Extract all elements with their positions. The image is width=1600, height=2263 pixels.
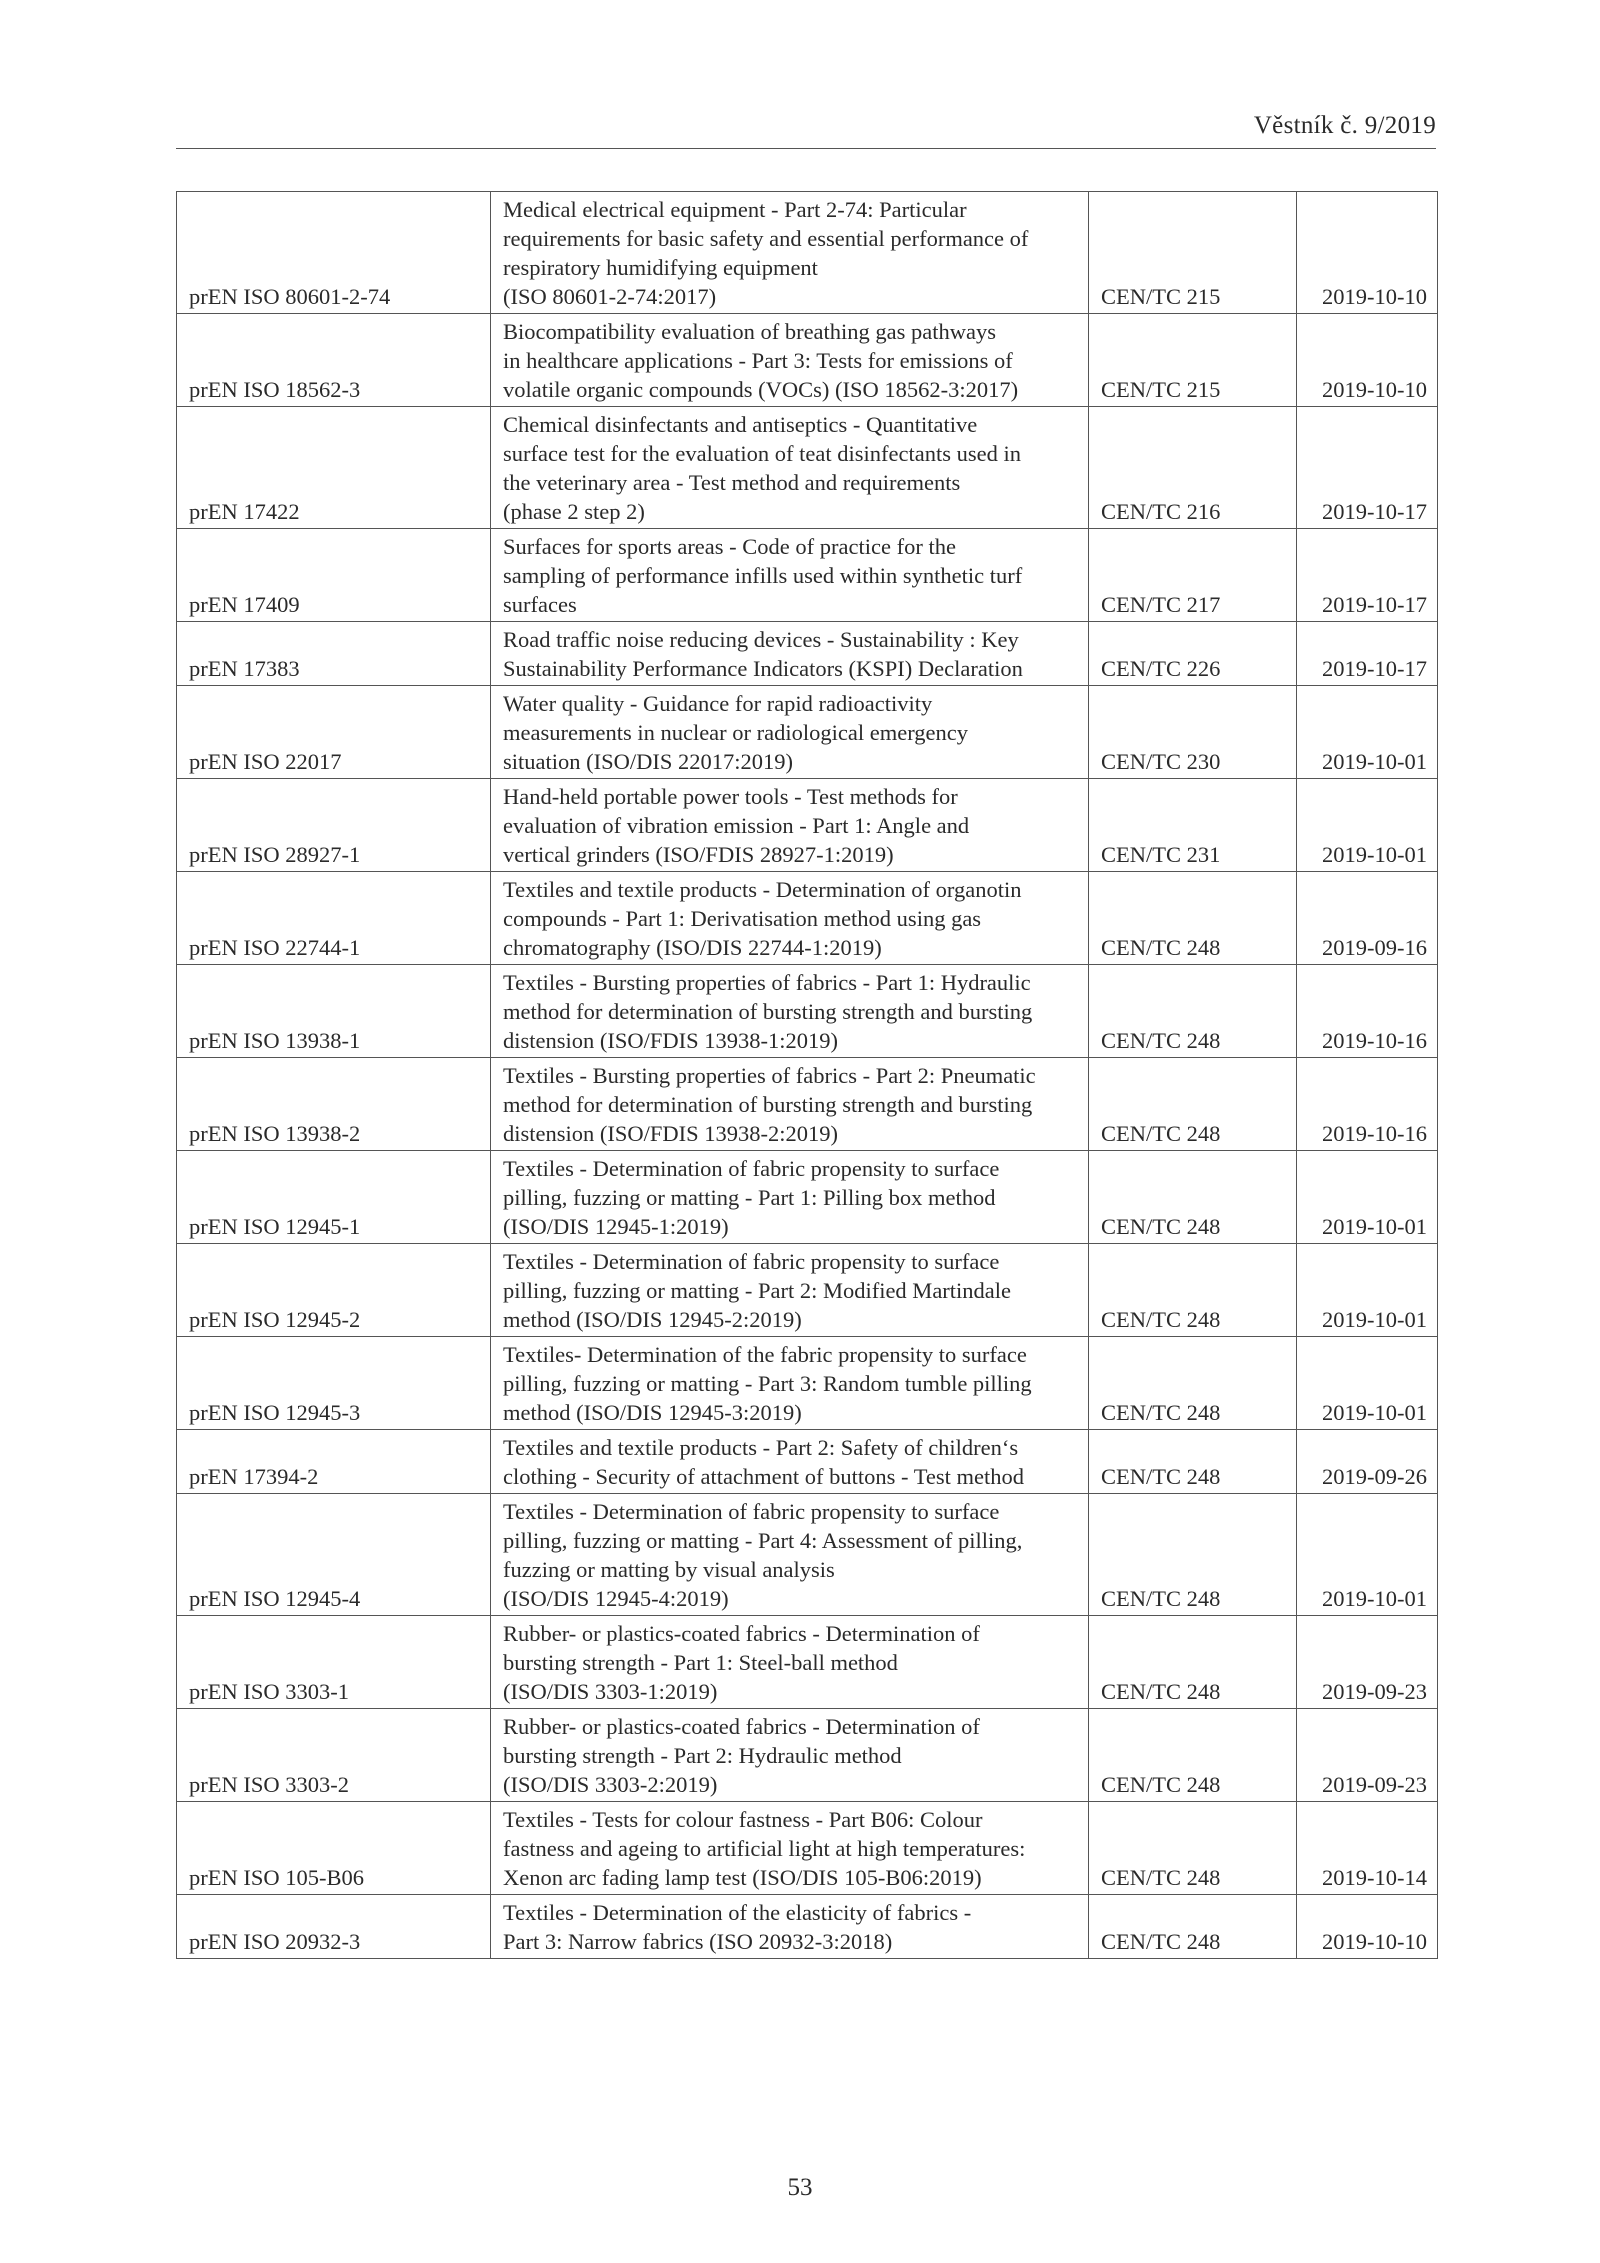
standard-title <box>491 1895 1089 1959</box>
standard-title-line: Textiles - Bursting properties of fabrics - Part 2: Pneumatic <box>503 1063 1036 1088</box>
standard-title-line: (ISO/DIS 12945-4:2019) <box>503 1586 729 1611</box>
standard-title-line: Biocompatibility evaluation of breathing gas pathways <box>503 319 997 344</box>
standard-title-line: (ISO/DIS 12945-1:2019) <box>503 1214 729 1239</box>
standard-title-line: method (ISO/DIS 12945-3:2019) <box>503 1400 802 1425</box>
table-row <box>177 407 1438 529</box>
standard-title-line: measurements in nuclear or radiological emergency <box>503 720 969 745</box>
standard-title-line: Textiles - Determination of the elasticity of fabrics - <box>503 1900 972 1925</box>
deadline-date: 2019-10-17 <box>1297 407 1438 529</box>
standard-title-line: distension (ISO/FDIS 13938-2:2019) <box>503 1121 839 1146</box>
technical-committee: CEN/TC 231 <box>1089 779 1297 872</box>
standard-title-line: Chemical disinfectants and antiseptics - Quantitative <box>503 412 978 437</box>
deadline-date: 2019-10-10 <box>1297 314 1438 407</box>
standard-title <box>491 1337 1089 1430</box>
standard-title-line: Medical electrical equipment - Part 2-74: Particular <box>503 197 967 222</box>
standard-title-line: Textiles - Determination of fabric propensity to surface <box>503 1499 1000 1524</box>
technical-committee: CEN/TC 215 <box>1089 192 1297 314</box>
standard-title <box>491 192 1089 314</box>
standards-table <box>176 191 1438 1959</box>
standard-number: prEN ISO 13938-2 <box>177 1058 491 1151</box>
standard-title-line: Part 3: Narrow fabrics (ISO 20932-3:2018) <box>503 1929 893 1954</box>
table-row <box>177 1616 1438 1709</box>
standard-title-line: compounds - Part 1: Derivatisation method using gas <box>503 906 982 931</box>
technical-committee: CEN/TC 226 <box>1089 622 1297 686</box>
standard-number: prEN ISO 12945-4 <box>177 1494 491 1616</box>
table-row <box>177 622 1438 686</box>
deadline-date: 2019-10-10 <box>1297 1895 1438 1959</box>
standard-title-line: Hand-held portable power tools - Test methods for <box>503 784 958 809</box>
standard-title-line: Surfaces for sports areas - Code of practice for the <box>503 534 956 559</box>
deadline-date: 2019-10-14 <box>1297 1802 1438 1895</box>
deadline-date: 2019-09-23 <box>1297 1709 1438 1802</box>
table-row <box>177 1337 1438 1430</box>
standard-number: prEN ISO 12945-2 <box>177 1244 491 1337</box>
technical-committee: CEN/TC 248 <box>1089 1244 1297 1337</box>
page-header <box>176 112 1436 149</box>
deadline-date: 2019-10-01 <box>1297 686 1438 779</box>
standard-title-line: pilling, fuzzing or matting - Part 2: Modified Martindale <box>503 1278 1012 1303</box>
deadline-date: 2019-10-17 <box>1297 529 1438 622</box>
table-row <box>177 1494 1438 1616</box>
deadline-date: 2019-10-16 <box>1297 965 1438 1058</box>
deadline-date: 2019-10-01 <box>1297 1494 1438 1616</box>
table-row <box>177 686 1438 779</box>
deadline-date: 2019-10-01 <box>1297 779 1438 872</box>
standard-number: prEN 17422 <box>177 407 491 529</box>
standard-title-line: evaluation of vibration emission - Part 1: Angle and <box>503 813 970 838</box>
standard-number: prEN ISO 105-B06 <box>177 1802 491 1895</box>
deadline-date: 2019-10-01 <box>1297 1337 1438 1430</box>
page-number: 53 <box>787 2174 813 2201</box>
technical-committee: CEN/TC 248 <box>1089 1337 1297 1430</box>
standard-title-line: fastness and ageing to artificial light at high temperatures: <box>503 1836 1026 1861</box>
standard-title-line: Textiles- Determination of the fabric propensity to surface <box>503 1342 1027 1367</box>
standard-number: prEN ISO 28927-1 <box>177 779 491 872</box>
standard-title-line: distension (ISO/FDIS 13938-1:2019) <box>503 1028 839 1053</box>
deadline-date: 2019-10-17 <box>1297 622 1438 686</box>
standard-title-line: bursting strength - Part 1: Steel-ball method <box>503 1650 898 1675</box>
deadline-date: 2019-10-10 <box>1297 192 1438 314</box>
standard-title-line: pilling, fuzzing or matting - Part 3: Random tumble pilling <box>503 1371 1032 1396</box>
standard-title <box>491 314 1089 407</box>
standard-title <box>491 1802 1089 1895</box>
table-row <box>177 1244 1438 1337</box>
standard-title-line: situation (ISO/DIS 22017:2019) <box>503 749 793 774</box>
standard-title-line: in healthcare applications - Part 3: Tests for emissions of <box>503 348 1013 373</box>
standard-title-line: Textiles - Bursting properties of fabrics - Part 1: Hydraulic <box>503 970 1031 995</box>
standard-title <box>491 779 1089 872</box>
standard-title-line: Xenon arc fading lamp test (ISO/DIS 105-B06:2019) <box>503 1865 982 1890</box>
table-row <box>177 1709 1438 1802</box>
standard-title-line: Textiles - Determination of fabric propensity to surface <box>503 1249 1000 1274</box>
table-row <box>177 1058 1438 1151</box>
technical-committee: CEN/TC 248 <box>1089 872 1297 965</box>
technical-committee: CEN/TC 248 <box>1089 1895 1297 1959</box>
standard-number: prEN ISO 3303-1 <box>177 1616 491 1709</box>
standard-title-line: requirements for basic safety and essential performance of <box>503 226 1029 251</box>
standard-title <box>491 1151 1089 1244</box>
standard-title <box>491 1494 1089 1616</box>
technical-committee: CEN/TC 216 <box>1089 407 1297 529</box>
standard-number: prEN ISO 20932-3 <box>177 1895 491 1959</box>
standard-number: prEN ISO 3303-2 <box>177 1709 491 1802</box>
deadline-date: 2019-10-01 <box>1297 1151 1438 1244</box>
technical-committee: CEN/TC 248 <box>1089 1802 1297 1895</box>
standard-title-line: (ISO/DIS 3303-2:2019) <box>503 1772 718 1797</box>
standard-title-line: volatile organic compounds (VOCs) (ISO 18562-3:2017) <box>503 377 1019 402</box>
standard-title-line: (ISO 80601-2-74:2017) <box>503 284 717 309</box>
deadline-date: 2019-10-16 <box>1297 1058 1438 1151</box>
standard-number: prEN ISO 13938-1 <box>177 965 491 1058</box>
standard-title-line: pilling, fuzzing or matting - Part 4: Assessment of pilling, <box>503 1528 1023 1553</box>
standard-title-line: pilling, fuzzing or matting - Part 1: Pilling box method <box>503 1185 996 1210</box>
standard-number: prEN 17383 <box>177 622 491 686</box>
standard-title-line: Rubber- or plastics-coated fabrics - Determination of <box>503 1714 980 1739</box>
table-row <box>177 1430 1438 1494</box>
standard-title-line: Textiles - Determination of fabric propensity to surface <box>503 1156 1000 1181</box>
table-row <box>177 1151 1438 1244</box>
table-row <box>177 779 1438 872</box>
standard-title <box>491 1616 1089 1709</box>
standard-title <box>491 686 1089 779</box>
technical-committee: CEN/TC 217 <box>1089 529 1297 622</box>
standard-title-line: the veterinary area - Test method and requirements <box>503 470 961 495</box>
technical-committee: CEN/TC 215 <box>1089 314 1297 407</box>
standard-title-line: surfaces <box>503 592 577 617</box>
standard-title <box>491 622 1089 686</box>
table-row <box>177 872 1438 965</box>
standard-number: prEN ISO 12945-1 <box>177 1151 491 1244</box>
standard-title-line: vertical grinders (ISO/FDIS 28927-1:2019) <box>503 842 894 867</box>
standard-title <box>491 1430 1089 1494</box>
technical-committee: CEN/TC 248 <box>1089 1494 1297 1616</box>
standard-title <box>491 1244 1089 1337</box>
technical-committee: CEN/TC 248 <box>1089 1709 1297 1802</box>
standard-title-line: (ISO/DIS 3303-1:2019) <box>503 1679 718 1704</box>
standard-title <box>491 1058 1089 1151</box>
standard-title-line: Textiles and textile products - Part 2: Safety of children‘s <box>503 1435 1019 1460</box>
deadline-date: 2019-09-16 <box>1297 872 1438 965</box>
standard-title-line: (phase 2 step 2) <box>503 499 645 524</box>
standard-title-line: Road traffic noise reducing devices - Sustainability : Key <box>503 627 1019 652</box>
standard-number: prEN ISO 22744-1 <box>177 872 491 965</box>
standard-title-line: surface test for the evaluation of teat disinfectants used in <box>503 441 1021 466</box>
standard-title-line: method for determination of bursting strength and bursting <box>503 999 1033 1024</box>
standard-number: prEN 17409 <box>177 529 491 622</box>
journal-title: Věstník č. 9/2019 <box>1253 112 1436 139</box>
standard-number: prEN 17394-2 <box>177 1430 491 1494</box>
deadline-date: 2019-09-26 <box>1297 1430 1438 1494</box>
standard-title <box>491 529 1089 622</box>
standard-title-line: Textiles - Tests for colour fastness - Part B06: Colour <box>503 1807 983 1832</box>
standard-title <box>491 1709 1089 1802</box>
standard-title-line: clothing - Security of attachment of buttons - Test method <box>503 1464 1025 1489</box>
standard-title-line: method for determination of bursting strength and bursting <box>503 1092 1033 1117</box>
table-row <box>177 192 1438 314</box>
standard-title-line: fuzzing or matting by visual analysis <box>503 1557 835 1582</box>
technical-committee: CEN/TC 248 <box>1089 1058 1297 1151</box>
standard-title-line: respiratory humidifying equipment <box>503 255 818 280</box>
standard-title-line: chromatography (ISO/DIS 22744-1:2019) <box>503 935 882 960</box>
standard-title-line: method (ISO/DIS 12945-2:2019) <box>503 1307 802 1332</box>
standard-title <box>491 407 1089 529</box>
standard-number: prEN ISO 22017 <box>177 686 491 779</box>
technical-committee: CEN/TC 230 <box>1089 686 1297 779</box>
standard-title <box>491 872 1089 965</box>
technical-committee: CEN/TC 248 <box>1089 1151 1297 1244</box>
standard-title-line: Water quality - Guidance for rapid radioactivity <box>503 691 933 716</box>
technical-committee: CEN/TC 248 <box>1089 1430 1297 1494</box>
technical-committee: CEN/TC 248 <box>1089 965 1297 1058</box>
standards-table-body <box>177 192 1438 1959</box>
standard-title-line: Rubber- or plastics-coated fabrics - Determination of <box>503 1621 980 1646</box>
table-row <box>177 1895 1438 1959</box>
table-row <box>177 314 1438 407</box>
standard-number: prEN ISO 12945-3 <box>177 1337 491 1430</box>
standard-title <box>491 965 1089 1058</box>
deadline-date: 2019-10-01 <box>1297 1244 1438 1337</box>
table-row <box>177 965 1438 1058</box>
standard-title-line: Sustainability Performance Indicators (KSPI) Declaration <box>503 656 1023 681</box>
deadline-date: 2019-09-23 <box>1297 1616 1438 1709</box>
standard-title-line: Textiles and textile products - Determination of organotin <box>503 877 1022 902</box>
technical-committee: CEN/TC 248 <box>1089 1616 1297 1709</box>
standard-number: prEN ISO 18562-3 <box>177 314 491 407</box>
standard-title-line: sampling of performance infills used within synthetic turf <box>503 563 1023 588</box>
table-row <box>177 529 1438 622</box>
table-row <box>177 1802 1438 1895</box>
standard-number: prEN ISO 80601-2-74 <box>177 192 491 314</box>
standard-title-line: bursting strength - Part 2: Hydraulic method <box>503 1743 902 1768</box>
